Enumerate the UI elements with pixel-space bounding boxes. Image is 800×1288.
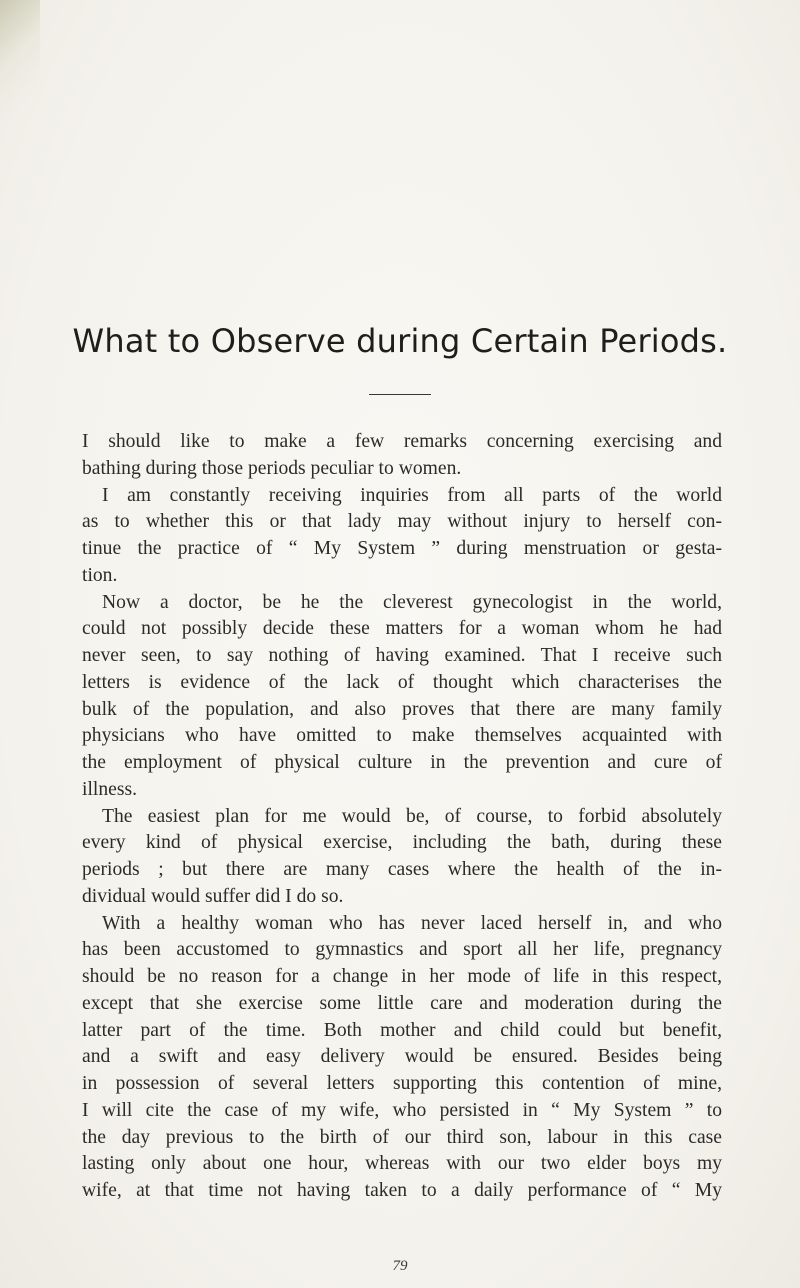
- text-line: I am constantly receiving inquiries from all parts of the world: [102, 484, 722, 506]
- text-line: I should like to make a few remarks concerning exercising and: [82, 431, 722, 452]
- text-line: except that she exercise some little care and moderation during the: [82, 992, 722, 1014]
- text-line: as to whether this or that lady may without injury to herself con-: [82, 511, 722, 533]
- text-line: Now a doctor, be he the cleverest gynecologist in the world,: [102, 591, 722, 613]
- text-line: physicians who have omitted to make themselves acquainted with: [82, 725, 722, 747]
- text-line: has been accustomed to gymnastics and sport all her life, pregnancy: [82, 939, 722, 961]
- text-line: With a healthy woman who has never laced herself in, and who: [102, 912, 722, 934]
- title-divider: [369, 394, 431, 395]
- body-text: [82, 429, 722, 1205]
- text-line: never seen, to say nothing of having examined. That I receive such: [82, 645, 722, 666]
- text-line: lasting only about one hour, whereas with our two elder boys my: [82, 1153, 722, 1175]
- text-line: bathing during those periods peculiar to women.: [82, 457, 462, 479]
- text-line: letters is evidence of the lack of thought which characterises the: [82, 671, 722, 693]
- text-line: could not possibly decide these matters for a woman whom he had: [82, 618, 722, 640]
- text-line: tinue the practice of “ My System ” during menstruation or gesta-: [82, 538, 722, 559]
- text-line: should be no reason for a change in her mode of life in this respect,: [82, 966, 722, 987]
- text-line: the employment of physical culture in the prevention and cure of: [82, 752, 722, 773]
- text-line: bulk of the population, and also proves that there are many family: [82, 698, 722, 720]
- text-line: dividual would suffer did I do so.: [82, 885, 344, 907]
- text-line: illness.: [82, 778, 137, 800]
- text-line: tion.: [82, 564, 118, 586]
- page-corner-shadow: [0, 0, 40, 120]
- text-line: and a swift and easy delivery would be ensured. Besides being: [82, 1046, 722, 1068]
- text-line: the day previous to the birth of our third son, labour in this case: [82, 1126, 722, 1148]
- page-number: 79: [392, 1258, 408, 1274]
- text-line: The easiest plan for me would be, of course, to forbid absolutely: [102, 805, 722, 827]
- text-line: in possession of several letters supporting this contention of mine,: [82, 1073, 722, 1094]
- chapter-title: What to Observe during Certain Periods.: [72, 322, 728, 360]
- text-line: every kind of physical exercise, including the bath, during these: [82, 832, 722, 854]
- text-line: wife, at that time not having taken to a daily performance of “ My: [82, 1180, 722, 1201]
- text-line: periods ; but there are many cases where the health of the in-: [82, 859, 722, 880]
- text-line: I will cite the case of my wife, who persisted in “ My System ” to: [82, 1099, 722, 1121]
- text-line: latter part of the time. Both mother and child could but benefit,: [82, 1019, 722, 1041]
